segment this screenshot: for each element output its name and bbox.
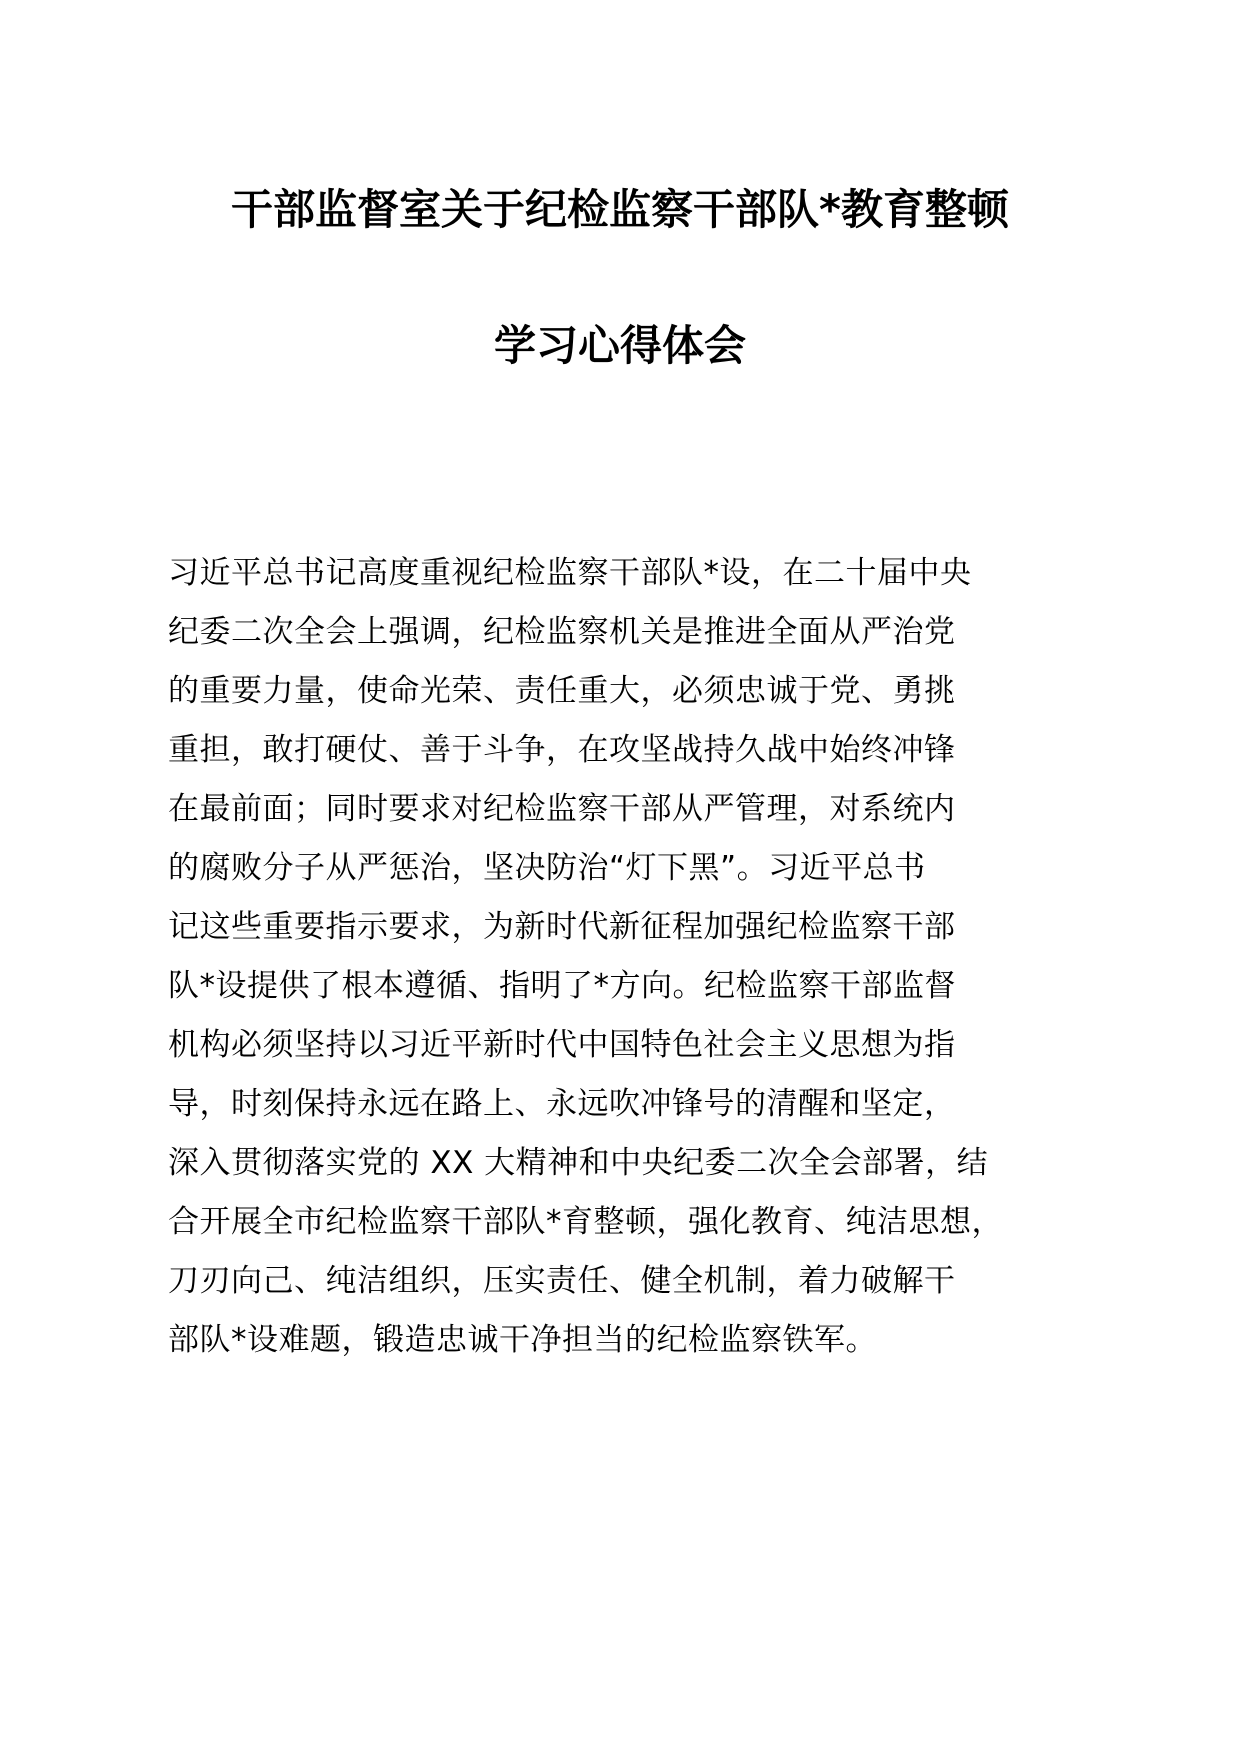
body-line: 重担，敢打硬仗、善于斗争，在攻坚战持久战中始终冲锋 [168, 732, 956, 768]
document-title-line-1: 干部监督室关于纪检监察干部队*教育整顿 [231, 185, 1009, 234]
body-line: 机构必须坚持以习近平新时代中国特色社会主义思想为指 [168, 1027, 956, 1063]
body-line: 深入贯彻落实党的 XX 大精神和中央纪委二次全会部署，结 [168, 1145, 989, 1181]
body-line: 合开展全市纪检监察干部队*育整顿，强化教育、纯洁思想， [168, 1204, 1003, 1240]
body-line: 刀刃向己、纯洁组织，压实责任、健全机制，着力破解干 [168, 1263, 956, 1299]
body-paragraph [168, 548, 1068, 1374]
body-line: 在最前面；同时要求对纪检监察干部从严管理，对系统内 [168, 791, 956, 827]
body-line: 记这些重要指示要求，为新时代新征程加强纪检监察干部 [168, 909, 956, 945]
document-title-line-2: 学习心得体会 [493, 321, 746, 370]
body-line: 的重要力量，使命光荣、责任重大，必须忠诚于党、勇挑 [168, 673, 956, 709]
body-line: 习近平总书记高度重视纪检监察干部队*设，在二十届中央 [168, 555, 972, 591]
body-line: 纪委二次全会上强调，纪检监察机关是推进全面从严治党 [168, 614, 956, 650]
body-line: 导，时刻保持永远在路上、永远吹冲锋号的清醒和坚定， [168, 1086, 956, 1122]
body-line: 队*设提供了根本遵循、指明了*方向。纪检监察干部监督 [168, 968, 956, 1004]
body-line: 部队*设难题，锻造忠诚干净担当的纪检监察铁军。 [168, 1322, 877, 1358]
body-line: 的腐败分子从严惩治，坚决防治“灯下黑”。习近平总书 [168, 850, 926, 886]
